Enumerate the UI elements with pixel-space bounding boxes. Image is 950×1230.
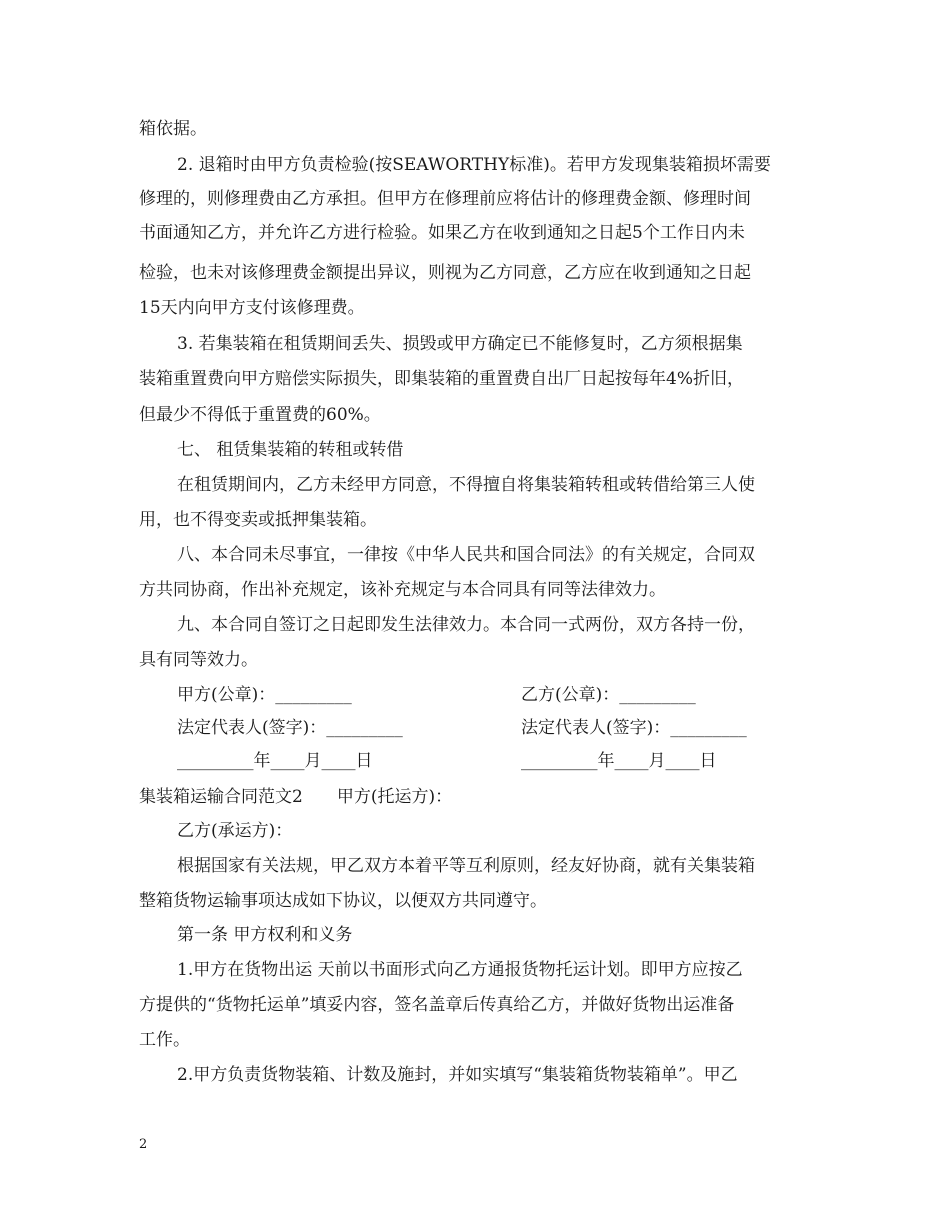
section-8-line: 八、本合同未尽事宜，一律按《中华人民共和国合同法》的有关规定，合同双 <box>177 545 755 565</box>
party-a-seal: 甲方(公章)：_________ <box>177 685 352 705</box>
body-line: 1.甲方在货物出运 天前以书面形式向乙方通报货物托运计划。即甲方应按乙 <box>177 960 743 980</box>
clause-2-line: 2. 退箱时由甲方负责检验(按SEAWORTHY标准)。若甲方发现集装箱损坏需要 <box>177 155 771 175</box>
body-line: 根据国家有关法规，甲乙双方本着平等互利原则，经友好协商，就有关集装箱 <box>177 856 755 876</box>
body-line: 书面通知乙方，并允许乙方进行检验。如果乙方在收到通知之日起5个工作日内未 <box>139 223 745 243</box>
body-line: 2.甲方负责货物装箱、计数及施封，并如实填写“集装箱货物装箱单”。甲乙 <box>177 1065 738 1085</box>
contract-2-title: 集装箱运输合同范文2 甲方(托运方)： <box>139 787 453 807</box>
body-line: 15天内向甲方支付该修理费。 <box>139 298 365 318</box>
clause-3-line: 3. 若集装箱在租赁期间丢失、损毁或甲方确定已不能修复时，乙方须根据集 <box>177 334 743 354</box>
body-line: 具有同等效力。 <box>139 650 258 670</box>
article-1-heading: 第一条 甲方权利和义务 <box>177 925 353 945</box>
party-a-date: _________年____月____日 <box>177 751 373 771</box>
body-line: 整箱货物运输事项达成如下协议，以便双方共同遵守。 <box>139 891 547 911</box>
body-line: 装箱重置费向甲方赔偿实际损失，即集装箱的重置费自出厂日起按每年4%折旧， <box>139 369 744 389</box>
party-b-seal: 乙方(公章)：_________ <box>521 685 696 705</box>
page-number: 2 <box>139 1137 148 1152</box>
carrier-party-line: 乙方(承运方)： <box>177 821 293 841</box>
body-line: 用，也不得变卖或抵押集装箱。 <box>139 510 377 530</box>
body-line: 箱依据。 <box>139 119 207 139</box>
party-b-date: _________年____月____日 <box>521 751 717 771</box>
body-line: 工作。 <box>139 1030 190 1050</box>
body-line: 检验，也未对该修理费金额提出异议，则视为乙方同意，乙方应在收到通知之日起 <box>139 263 751 283</box>
body-line: 方提供的“货物托运单”填妥内容，签名盖章后传真给乙方，并做好货物出运准备 <box>139 995 735 1015</box>
party-a-representative: 法定代表人(签字)：_________ <box>177 718 403 738</box>
body-line: 但最少不得低于重置费的60%。 <box>139 405 381 425</box>
section-heading-7: 七、 租赁集装箱的转租或转借 <box>177 440 404 460</box>
body-line: 方共同协商，作出补充规定，该补充规定与本合同具有同等法律效力。 <box>139 580 666 600</box>
body-line: 修理的，则修理费由乙方承担。但甲方在修理前应将估计的修理费金额、修理时间 <box>139 189 751 209</box>
section-9-line: 九、本合同自签订之日起即发生法律效力。本合同一式两份，双方各持一份， <box>177 615 755 635</box>
party-b-representative: 法定代表人(签字)：_________ <box>521 718 747 738</box>
body-line: 在租赁期间内，乙方未经甲方同意，不得擅自将集装箱转租或转借给第三人使 <box>177 475 755 495</box>
